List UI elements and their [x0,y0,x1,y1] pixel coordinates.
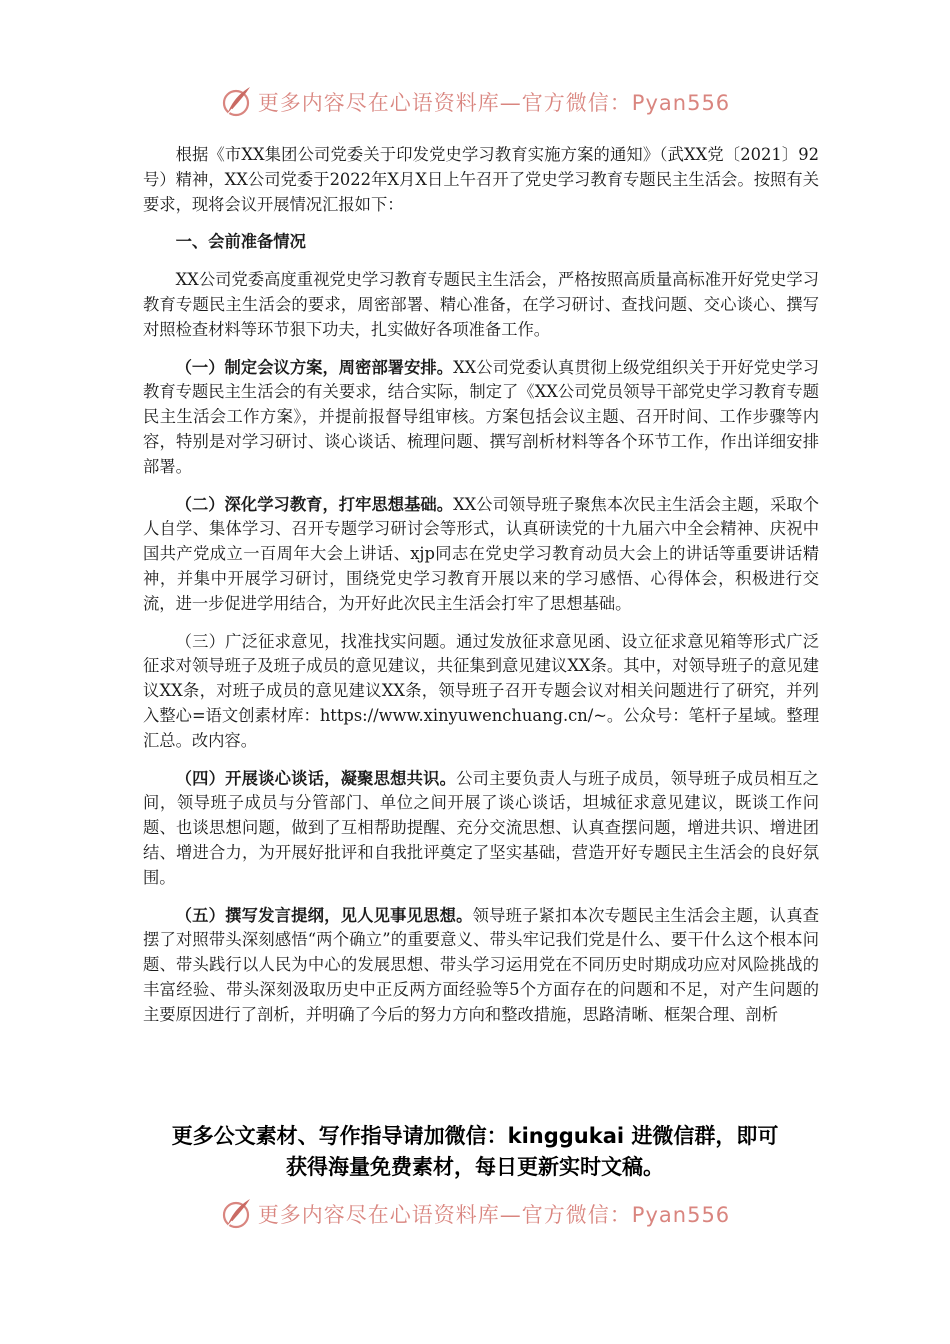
section-heading: 一、会前准备情况 [175,232,306,252]
header-banner [0,82,950,122]
header-banner-text: 更多内容尽在心语资料库—官方微信：Pyan556 [257,91,731,115]
footer-banner [0,1194,950,1234]
item-paragraph-4 [143,767,819,891]
document-body [143,143,819,1028]
item-text-4: 公司主要负责人与班子成员，领导班子成员相互之间，领导班子成员与分管部门、单位之间开展了谈心谈话，坦城征求意见建议，既谈工作问题、也谈思想问题，做到了互相帮助提醒、充分交流思想、认真查摆问题，增进共识、增进团结、增进合力，为开展好批评和自我批评奠定了坚实基础，营造开好专题民主生活会的良好氛围。 [143,768,819,887]
item-paragraph-3 [143,630,819,754]
item-lead-1: （一）制定会议方案，周密部署安排。 [175,357,454,377]
promo-line-2: 获得海量免费素材，每日更新实时文稿。 [286,1155,664,1179]
item-paragraph-1 [143,356,819,480]
intro-paragraph: 根据《市XX集团公司党委关于印发党史学习教育实施方案的通知》（武XX党〔2021〕92号）精神，XX公司党委于2022年X月X日上午召开了党史学习教育专题民主生活会。按照有关要求，现将会议开展情况汇报如下： [143,145,819,214]
promo-line-1: 更多公文素材、写作指导请加微信：kinggukai 进微信群，即可 [171,1124,779,1148]
quill-logo-icon [220,85,254,119]
footer-banner-text: 更多内容尽在心语资料库—官方微信：Pyan556 [257,1203,731,1227]
section-body-paragraph: XX公司党委高度重视党史学习教育专题民主生活会，严格按照高质量高标准开好党史学习教育专题民主生活会的要求，周密部署、精心准备，在学习研讨、查找问题、交心谈心、撰写对照检查材料等环节狠下功夫，扎实做好各项准备工作。 [143,270,819,339]
item-text-3: 通过发放征求意见函、设立征求意见箱等形式广泛征求对领导班子及班子成员的意见建议，共征集到意见建议XX条。其中，对领导班子的意见建议XX条，对班子成员的意见建议XX条，领导班子召开专题会议对相关问题进行了研究，并列入整心=语文创素材库：https://www.xinyuwenchuang.cn/~。公众号：笔杆子星域。整理汇总。改内容。 [143,631,819,750]
item-lead-2: （二）深化学习教育，打牢思想基础。 [175,494,454,514]
promo-text [100,1121,850,1183]
item-text-1: XX公司党委认真贯彻上级党组织关于开好党史学习教育专题民主生活会的有关要求，结合实际，制定了《XX公司党员领导干部党史学习教育专题民主生活会工作方案》，并提前报督导组审核。方案包括会议主题、召开时间、工作步骤等内容，特别是对学习研讨、谈心谈话、梳理问题、撰写剖析材料等各个环节工作，作出详细安排部署。 [143,357,819,476]
item-text-2: XX公司领导班子聚焦本次民主生活会主题，采取个人自学、集体学习、召开专题学习研讨会等形式，认真研读党的十九届六中全会精神、庆祝中国共产党成立一百周年大会上讲话、xjp同志在党史学习教育动员大会上的讲话等重要讲话精神，并集中开展学习研讨，围绕党史学习教育开展以来的学习感悟、心得体会，积极进行交流，进一步促进学用结合，为开好此次民主生活会打牢了思想基础。 [143,494,819,613]
item-paragraph-5 [143,904,819,1028]
item-paragraph-2 [143,493,819,617]
item-lead-3: （三）广泛征求意见，找准找实问题。 [175,631,457,651]
item-lead-5: （五）撰写发言提纲，见人见事见思想。 [175,905,473,925]
item-text-5: 领导班子紧扣本次专题民主生活会主题，认真查摆了对照带头深刻感悟“两个确立”的重要意义、带头牢记我们党是什么、要干什么这个根本问题、带头践行以人民为中心的发展思想、带头学习运用党在不同历史时期成功应对风险挑战的丰富经验、带头深刻汲取历史中正反两方面经验等5个方面存在的问题和不足，对产生问题的主要原因进行了剖析，并明确了今后的努力方向和整改措施，思路清晰、框架合理、剖析 [143,905,819,1024]
quill-logo-icon [220,1197,254,1231]
item-lead-4: （四）开展谈心谈话，凝聚思想共识。 [175,768,457,788]
